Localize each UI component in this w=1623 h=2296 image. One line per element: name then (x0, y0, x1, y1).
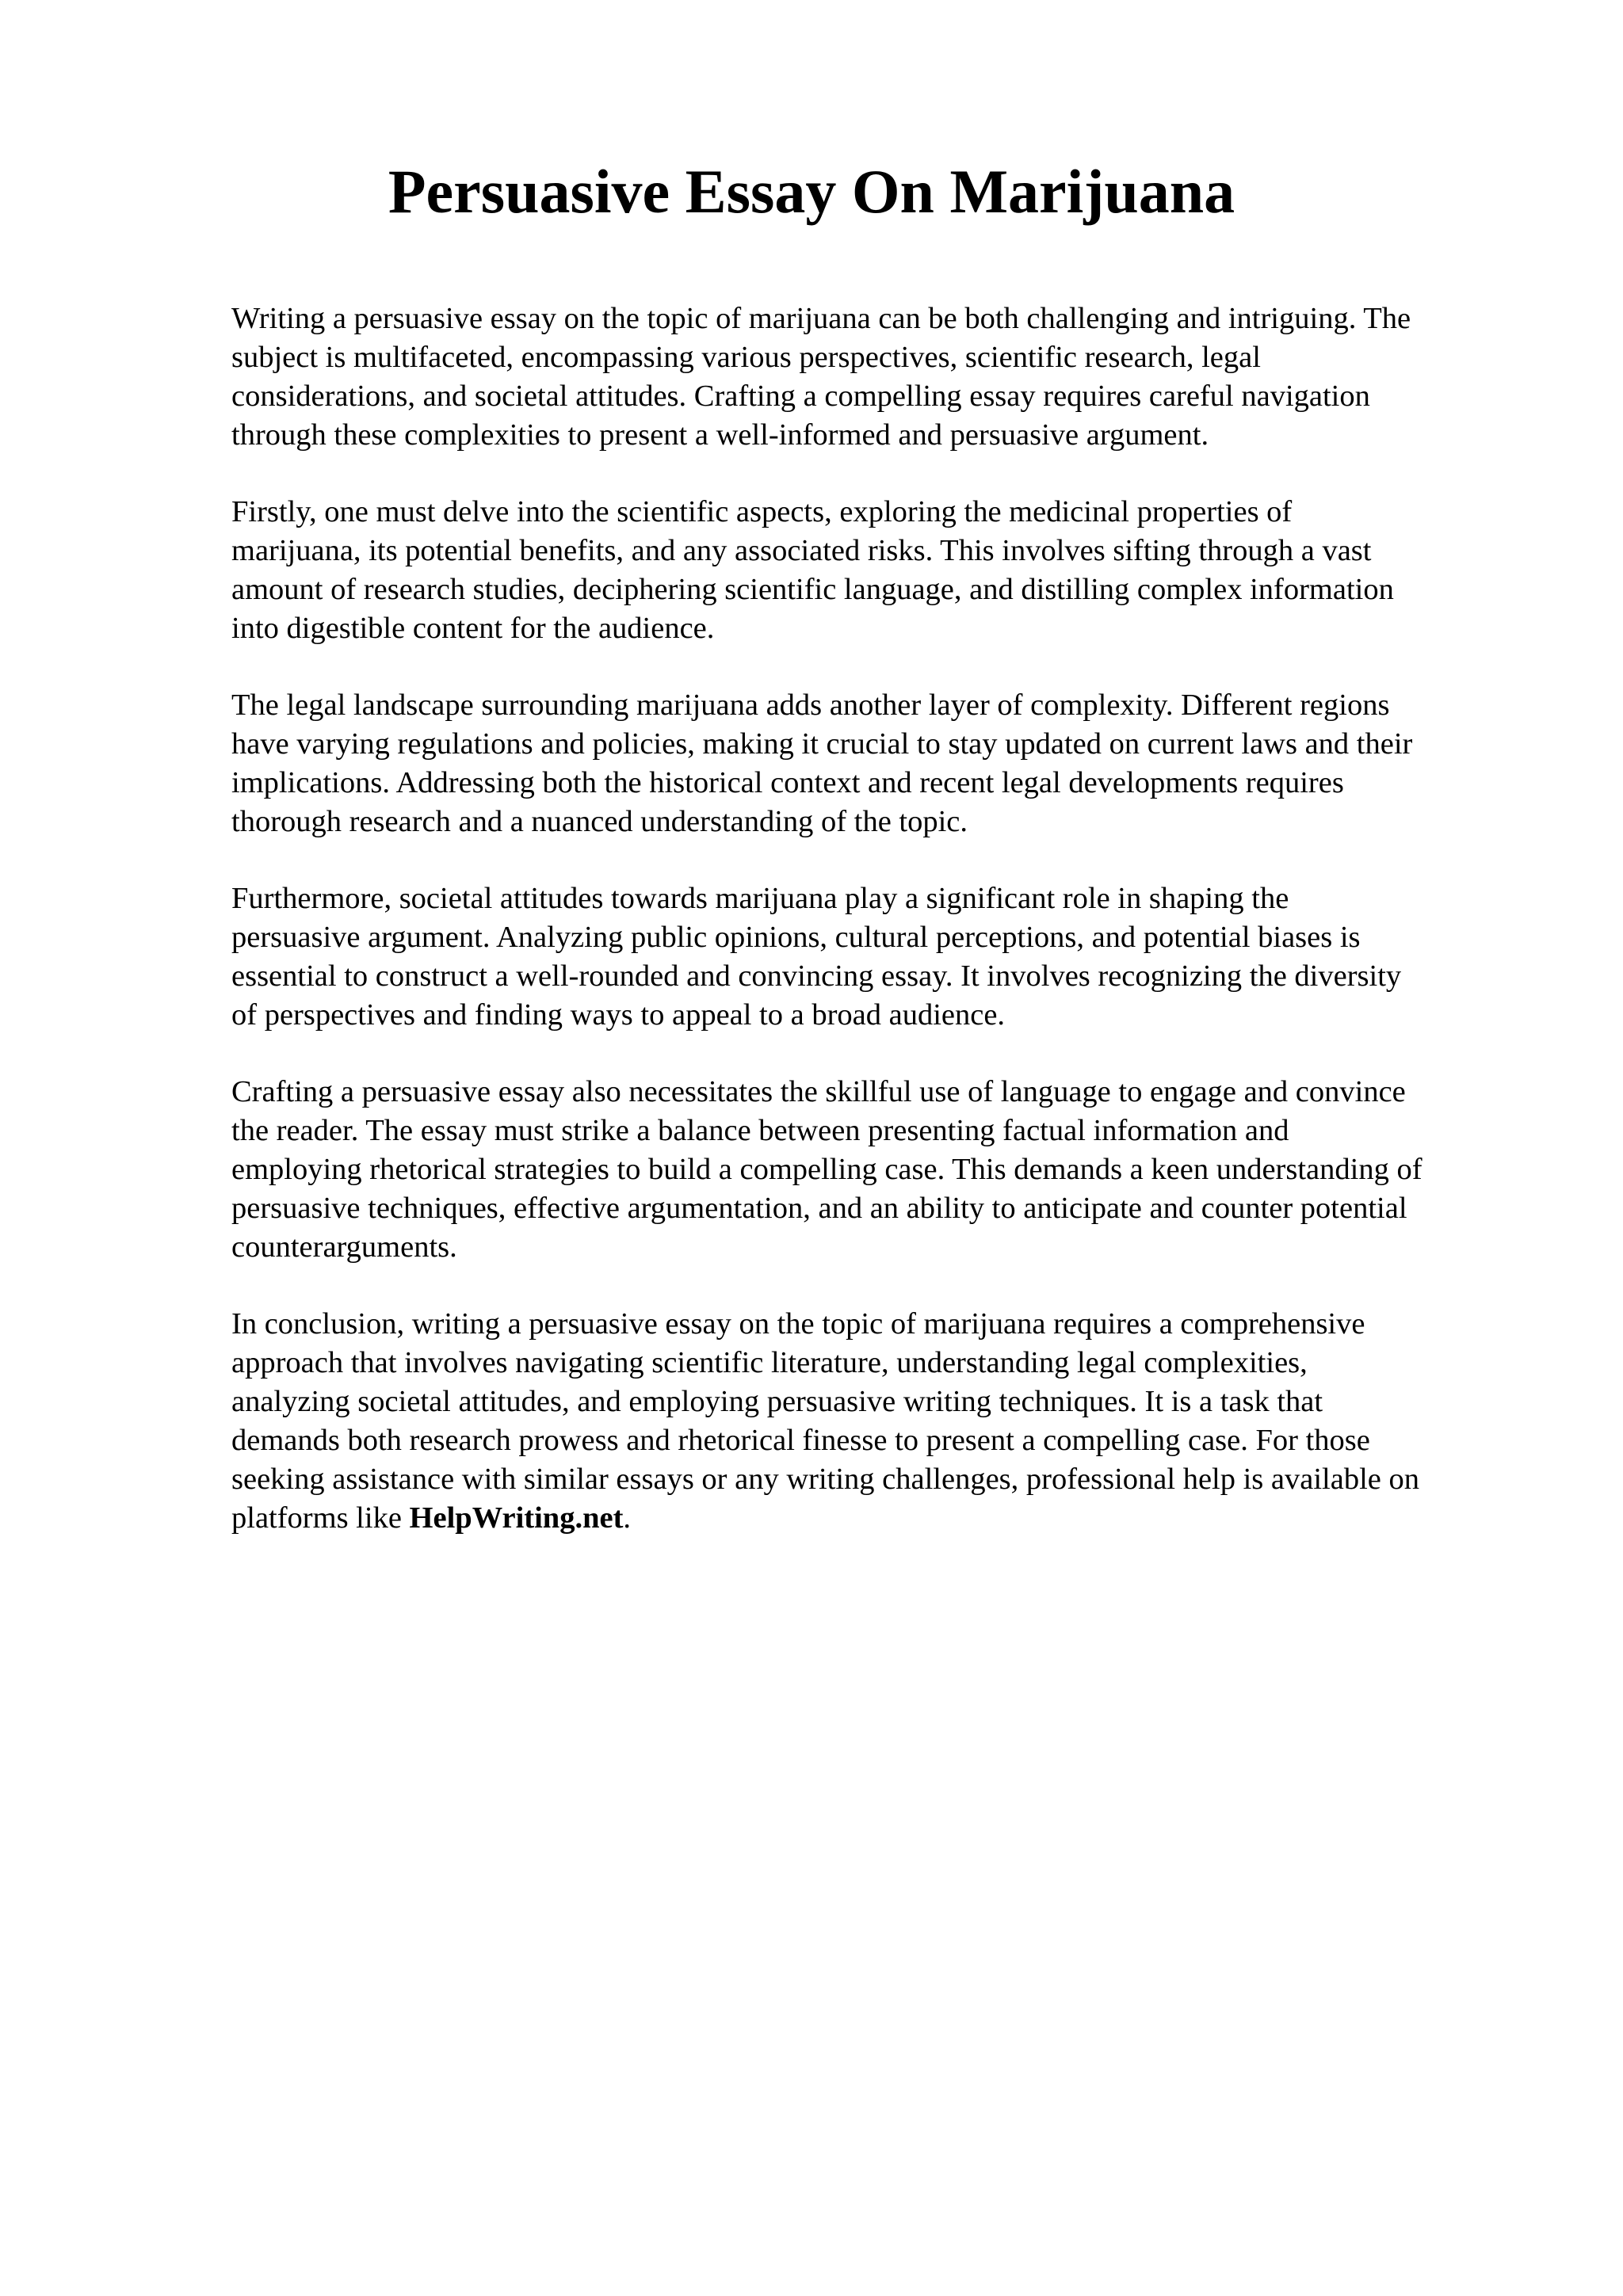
paragraph-line: Firstly, one must delve into the scientific aspects, exploring the medicinal properties of (231, 495, 1293, 528)
paragraph-line: subject is multifaceted, encompassing various perspectives, scientific research, legal (231, 341, 1261, 374)
paragraph-line: persuasive argument. Analyzing public opinions, cultural perceptions, and potential biases is (231, 921, 1361, 954)
paragraph-line: persuasive techniques, effective argumentation, and an ability to anticipate and counter potential (231, 1192, 1407, 1225)
paragraph-line: approach that involves navigating scientific literature, understanding legal complexities, (231, 1346, 1308, 1379)
paragraph-line: the reader. The essay must strike a balance between presenting factual information and (231, 1114, 1289, 1147)
last-line-prefix: platforms like (231, 1501, 410, 1535)
paragraph-line: analyzing societal attitudes, and employing persuasive writing techniques. It is a task that (231, 1385, 1323, 1418)
paragraph-line: demands both research prowess and rhetorical finesse to present a compelling case. For those (231, 1424, 1370, 1457)
essay-body (231, 299, 1547, 1576)
paragraph-line: employing rhetorical strategies to build a compelling case. This demands a keen understanding of (231, 1153, 1423, 1186)
paragraph-line: amount of research studies, deciphering scientific language, and distilling complex information (231, 573, 1394, 606)
paragraph-line: counterarguments. (231, 1230, 457, 1264)
paragraph-intro (231, 299, 1547, 455)
paragraph-line: considerations, and societal attitudes. Crafting a compelling essay requires careful navigation (231, 379, 1370, 413)
helpwriting-link[interactable]: HelpWriting.net (409, 1501, 624, 1535)
paragraph-language (231, 1073, 1547, 1267)
paragraph-line: into digestible content for the audience. (231, 612, 715, 645)
paragraph-line: The legal landscape surrounding marijuana adds another layer of complexity. Different regions (231, 688, 1390, 722)
paragraph-conclusion (231, 1305, 1547, 1538)
paragraph-societal (231, 879, 1547, 1035)
paragraph-line: implications. Addressing both the historical context and recent legal developments requires (231, 766, 1344, 799)
paragraph-line: through these complexities to present a well-informed and persuasive argument. (231, 418, 1209, 452)
paragraph-line: thorough research and a nuanced understanding of the topic. (231, 805, 968, 838)
last-line-suffix: . (623, 1501, 632, 1535)
paragraph-line: have varying regulations and policies, making it crucial to stay updated on current laws and their (231, 727, 1413, 761)
paragraph-line: Crafting a persuasive essay also necessitates the skillful use of language to engage and convince (231, 1075, 1406, 1108)
page-title: Persuasive Essay On Marijuana (388, 157, 1235, 226)
paragraph-legal (231, 686, 1547, 841)
paragraph-scientific (231, 493, 1547, 648)
paragraph-line: marijuana, its potential benefits, and any associated risks. This involves sifting through a vast (231, 534, 1372, 567)
paragraph-line: In conclusion, writing a persuasive essay on the topic of marijuana requires a comprehensive (231, 1307, 1365, 1341)
paragraph-line: seeking assistance with similar essays or any writing challenges, professional help is available on (231, 1463, 1419, 1496)
paragraph-line: Writing a persuasive essay on the topic of marijuana can be both challenging and intriguing. The (231, 302, 1411, 335)
paragraph-line: Furthermore, societal attitudes towards marijuana play a significant role in shaping the (231, 882, 1289, 915)
paragraph-line: of perspectives and finding ways to appeal to a broad audience. (231, 998, 1006, 1032)
paragraph-last-line (231, 1499, 1547, 1538)
paragraph-line: essential to construct a well-rounded and convincing essay. It involves recognizing the diversity (231, 959, 1402, 993)
